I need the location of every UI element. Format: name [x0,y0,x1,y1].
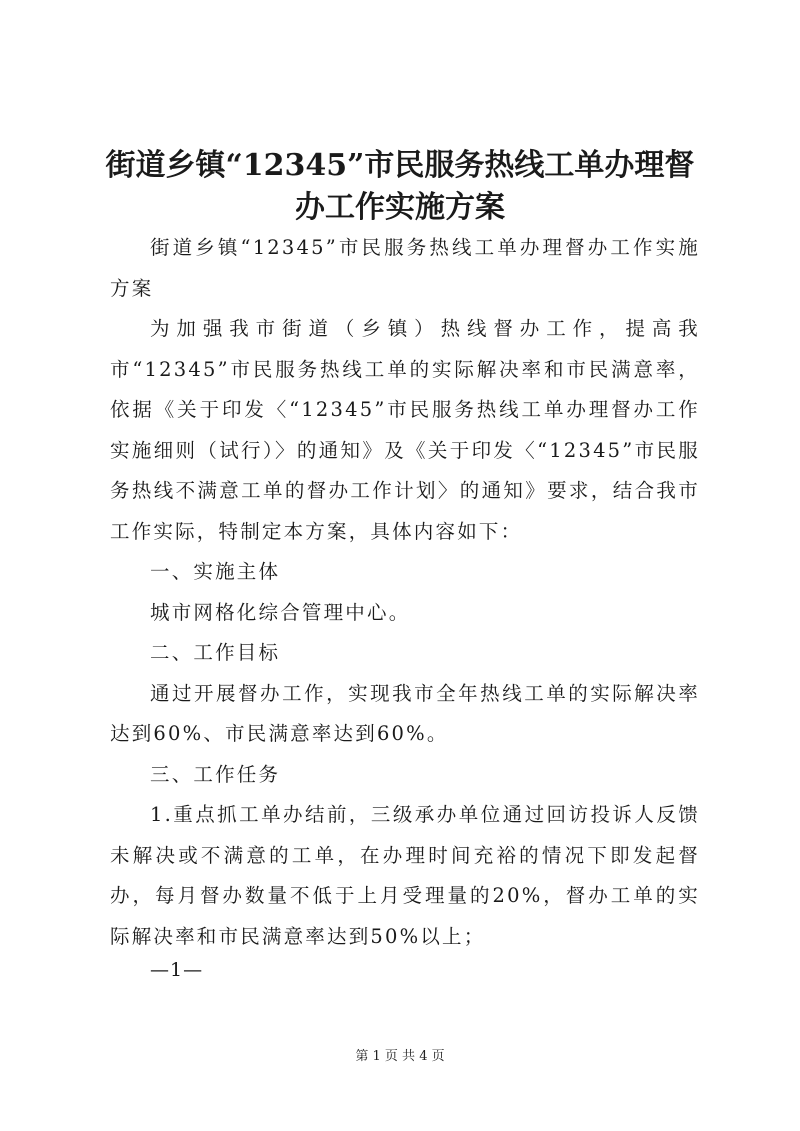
section-heading-3: 三、工作任务 [150,762,281,786]
page-number-mark: —1— [150,959,204,981]
section-heading-1: 一、实施主体 [150,560,281,583]
section-heading-2: 二、工作目标 [150,641,281,664]
paragraph-task-1: 1.重点抓工单办结前，三级承办单位通过回访投诉人反馈未解决或不满意的工单，在办理时间充裕的情况下即发起督办，每月督办数量不低于上月受理量的20%，督办工单的实际解决率和市民满意率达到50%以上； [110,803,700,948]
page-footer: 第 1 页 共 4 页 [355,1049,445,1064]
document-title-line-1: 街道乡镇“12345”市民服务热线工单办理督 [105,148,695,183]
paragraph-section-2: 通过开展督办工作，实现我市全年热线工单的实际解决率达到60%、市民满意率达到60%。 [110,681,700,745]
paragraph-section-1: 城市网格化综合管理中心。 [150,600,411,624]
document-body [110,228,700,957]
paragraph-repeated-title: 街道乡镇“12345”市民服务热线工单办理督办工作实施方案 [110,236,700,300]
document-title-line-2: 办工作实施方案 [295,190,505,225]
paragraph-intro: 为加强我市街道（乡镇）热线督办工作，提高我市“12345”市民服务热线工单的实际解决率和市民满意率，依据《关于印发〈“12345”市民服务热线工单办理督办工作实施细则（试行）〉的通知》及《关于印发〈“12345”市民服务热线不满意工单的督办工作计划〉的通知》要求，结合我市工作实际，特制定本方案，具体内容如下： [110,317,700,543]
